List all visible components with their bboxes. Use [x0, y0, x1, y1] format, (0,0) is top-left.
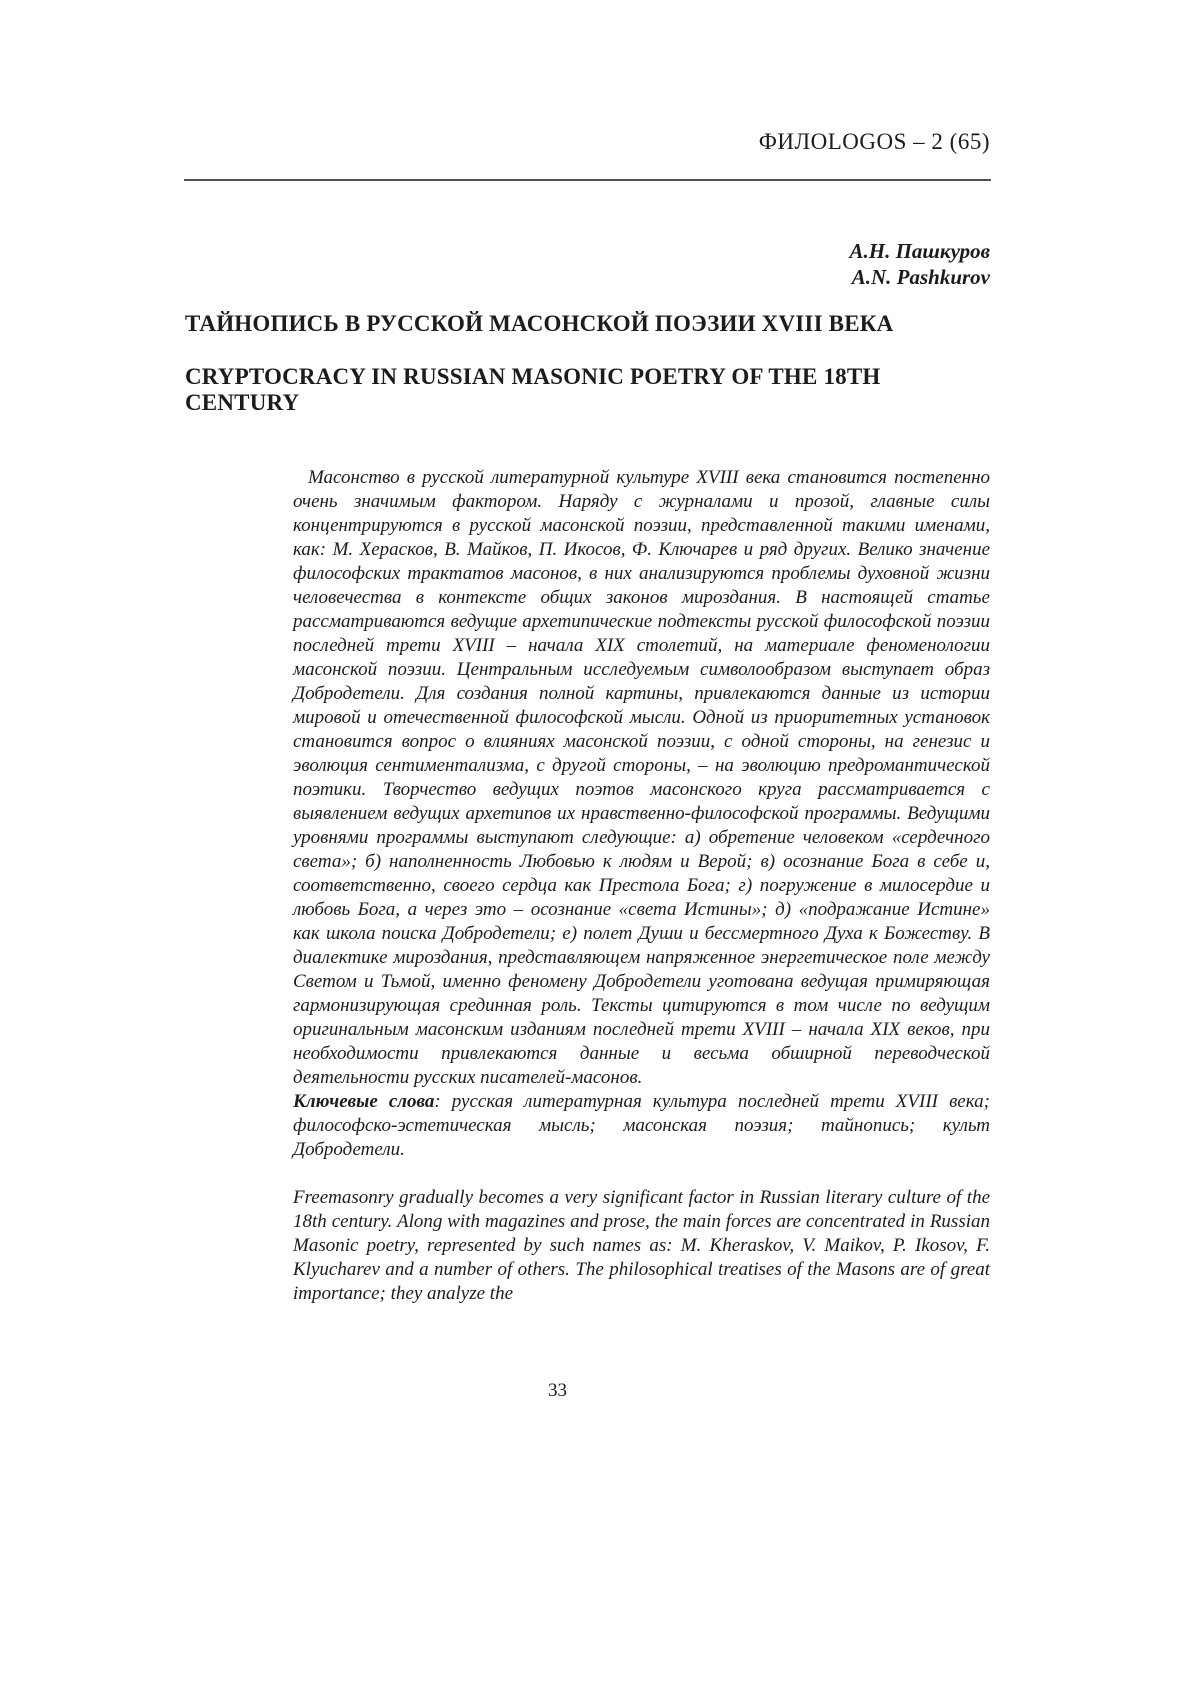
abstract-en-paragraph: Freemasonry gradually becomes a very significant factor in Russian literary culture of the 18th century. Along with magazines and prose, the main forces are concentrated in Russian Masonic poetry, represented by such names as: M. Kheraskov, V. Maikov, P. Ikosov, F. Klyucharev and a number of others. The philosophical treatises of the Masons are of great importance; they analyze the: [293, 1187, 990, 1304]
keywords-line: [293, 1090, 990, 1162]
abstract-ru-paragraph: Масонство в русской литературной культуре XVIII века становится постепенно очень значимым фактором. Наряду с журналами и прозой, главные силы концентрируются в русской масонской поэзии, представленной такими именами, как: М. Херасков, В. Майков, П. Икосов, Ф. Ключарев и ряд других. Велико значение философских трактатов масонов, в них анализируются проблемы духовной жизни человечества в контексте общих законов мироздания. В настоящей статье рассматриваются ведущие архетипические подтексты русской философской поэзии последней трети XVIII – начала XIX столетий, на материале феноменологии масонской поэзии. Центральным исследуемым символообразом выступает образ Добродетели. Для создания полной картины, привлекаются данные из истории мировой и отечественной философской мысли. Одной из приоритетных установок становится вопрос о влияниях масонской поэзии, с одной стороны, на генезис и эволюция сентиментализма, с другой стороны, – на эволюцию предромантической поэтики. Творчество ведущих поэтов масонского круга рассматривается с выявлением ведущих архетипов их нравственно-философской программы. Ведущими уровнями программы выступают следующие: а) обретение человеком «сердечного света»; б) наполненность Любовью к людям и Верой; в) осознание Бога в себе и, соответственно, своего сердца как Престола Бога; г) погружение в милосердие и любовь Бога, а через это – осознание «света Истины»; д) «подражание Истине» как школа поиска Добродетели; е) полет Души и бессмертного Духа к Божеству. В диалектике мироздания, представляющем напряженное энергетическое поле между Светом и Тьмой, именно феномену Добродетели уготована ведущая примиряющая гармонизирующая срединная роль. Тексты цитируются в том числе по ведущим оригинальным масонским изданиям последней трети XVIII – начала XIX веков, при необходимости привлекаются данные и весьма обширной переводческой деятельности русских писателей-масонов.: [293, 467, 990, 1088]
keywords-text: : русская литературная культура последней трети XVIII века; философско-эстетическая мысль; масонская поэзия; тайнопись; культ Добродетели.: [293, 1091, 990, 1160]
abstract-block: [293, 466, 990, 1306]
keywords-label: Ключевые слова: [293, 1091, 435, 1112]
header-divider-rule: [184, 179, 991, 181]
author-block: [185, 238, 990, 290]
article-title-en: CRYPTOCRACY IN RUSSIAN MASONIC POETRY OF THE 18TH CENTURY: [185, 364, 881, 415]
author-name-ru: А.Н. Пашкуров: [849, 239, 990, 263]
journal-running-head: ФИЛОLOGOS – 2 (65): [758, 129, 990, 154]
author-name-en: A.N. Pashkurov: [851, 265, 990, 289]
page-number: 33: [548, 1380, 567, 1401]
article-title-ru: ТАЙНОПИСЬ В РУССКОЙ МАСОНСКОЙ ПОЭЗИИ XVIII ВЕКА: [185, 311, 894, 336]
